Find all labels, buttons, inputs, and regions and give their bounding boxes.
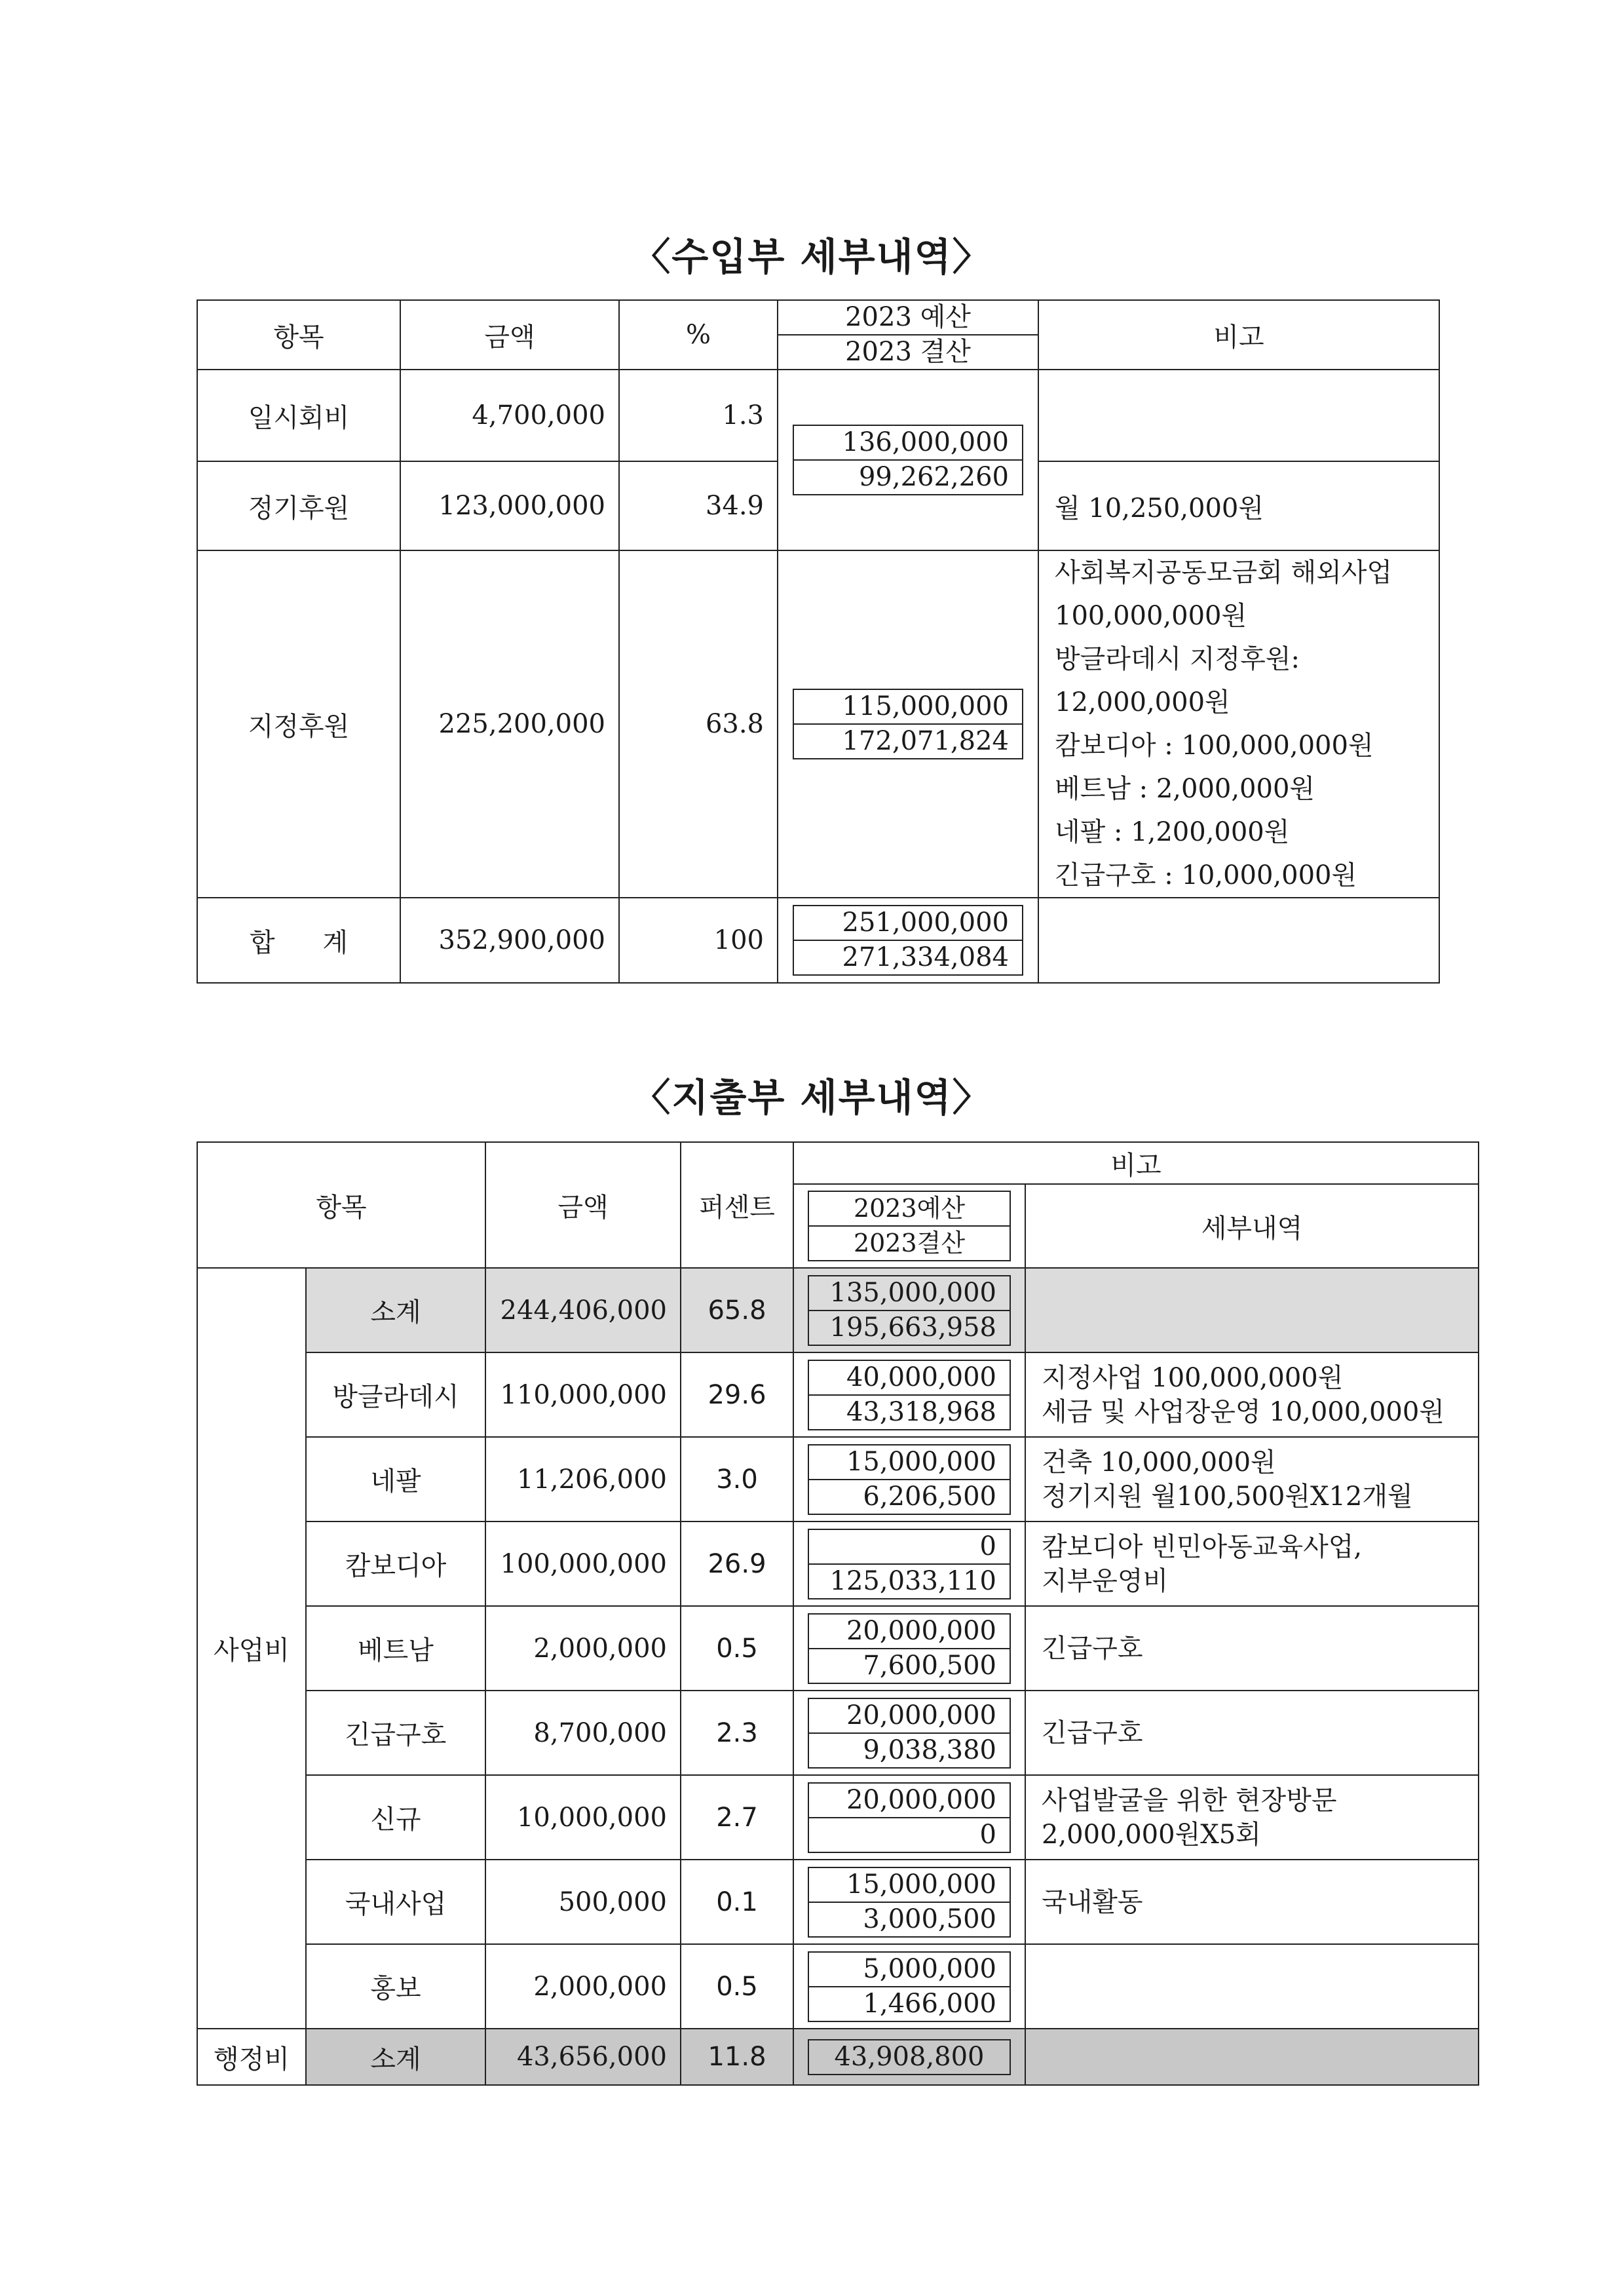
expense-row-amount: 244,406,000 — [485, 1268, 681, 1352]
income-row-note — [1038, 898, 1439, 983]
income-row-percent: 34.9 — [619, 461, 778, 550]
expense-box-budget: 5,000,000 — [863, 1953, 996, 1984]
expense-box — [808, 1444, 1011, 1515]
income-box-cell — [778, 370, 1038, 550]
expense-row-item: 홍보 — [306, 1944, 485, 2029]
expense-row-amount: 8,700,000 — [485, 1691, 681, 1775]
expense-box-cell — [793, 1606, 1025, 1691]
note-line: 100,000,000원 — [1055, 601, 1247, 631]
detail-line: 정기지원 월100,500원X12개월 — [1042, 1481, 1413, 1512]
expense-row-amount: 110,000,000 — [485, 1352, 681, 1437]
expense-row-percent: 29.6 — [681, 1352, 793, 1437]
income-row-item: 정기후원 — [197, 461, 400, 550]
expense-box-cell — [793, 1860, 1025, 1944]
expense-row-amount: 100,000,000 — [485, 1521, 681, 1606]
expense-header-detail: 세부내역 — [1025, 1184, 1479, 1268]
expense-box-cell — [793, 1268, 1025, 1352]
expense-row-amount: 500,000 — [485, 1860, 681, 1944]
expense-admin-settle: 43,908,800 — [834, 2041, 985, 2072]
expense-row-item: 네팔 — [306, 1437, 485, 1521]
income-box-cell — [778, 898, 1038, 983]
expense-box-cell — [793, 1437, 1025, 1521]
expense-row-item: 국내사업 — [306, 1860, 485, 1944]
expense-row-percent: 2.3 — [681, 1691, 793, 1775]
expense-box — [808, 1613, 1011, 1684]
expense-box-cell — [793, 1352, 1025, 1437]
income-row-percent: 100 — [619, 898, 778, 983]
income-box-settle: 172,071,824 — [794, 723, 1022, 758]
detail-line: 긴급구호 — [1042, 1633, 1143, 1664]
income-box-1 — [793, 425, 1023, 495]
expense-admin-percent: 11.8 — [681, 2029, 793, 2085]
expense-box-cell — [793, 1944, 1025, 2029]
expense-box — [808, 1275, 1011, 1346]
expense-row-detail — [1025, 1775, 1479, 1860]
group-business: 사업비 — [197, 1268, 306, 2029]
expense-box-settle: 9,038,380 — [809, 1732, 1010, 1767]
expense-header-amount: 금액 — [485, 1142, 681, 1268]
expense-box-budget: 0 — [979, 1531, 996, 1561]
expense-row-item: 캄보디아 — [306, 1521, 485, 1606]
expense-admin-box — [808, 2039, 1011, 2075]
expense-box-cell — [793, 2029, 1025, 2085]
expense-row-detail — [1025, 1268, 1479, 1352]
expense-box-budget: 15,000,000 — [846, 1869, 996, 1900]
expense-box-settle: 6,206,500 — [809, 1479, 1010, 1514]
expense-box-settle: 43,318,968 — [809, 1394, 1010, 1429]
expense-box-settle: 1,466,000 — [809, 1986, 1010, 2021]
income-box-cell — [778, 550, 1038, 898]
expense-admin-item: 소계 — [306, 2029, 485, 2085]
income-row-item: 일시회비 — [197, 370, 400, 461]
detail-line: 국내활동 — [1042, 1886, 1143, 1917]
expense-box-budget: 20,000,000 — [846, 1700, 996, 1731]
income-row-note: 월 10,250,000원 — [1038, 461, 1439, 550]
note-line: 네팔 : 1,200,000원 — [1055, 817, 1290, 847]
expense-box-budget: 15,000,000 — [846, 1446, 996, 1477]
income-header-item: 항목 — [197, 300, 400, 370]
expense-header-note: 비고 — [793, 1142, 1479, 1184]
detail-line: 캄보디아 빈민아동교육사업, — [1042, 1531, 1363, 1562]
expense-header-percent: 퍼센트 — [681, 1142, 793, 1268]
expense-box-budget: 20,000,000 — [846, 1615, 996, 1646]
expense-box-settle: 125,033,110 — [809, 1563, 1010, 1598]
expense-header-item: 항목 — [197, 1142, 485, 1268]
expense-title: 〈지출부 세부내역〉 — [632, 1075, 992, 1120]
expense-row-percent: 0.1 — [681, 1860, 793, 1944]
expense-box — [808, 1782, 1011, 1853]
expense-row-item: 방글라데시 — [306, 1352, 485, 1437]
expense-header-box — [808, 1191, 1011, 1261]
expense-row-detail — [1025, 1352, 1479, 1437]
expense-row-detail — [1025, 1944, 1479, 2029]
income-box-2 — [793, 689, 1023, 759]
note-line: 방글라데시 지정후원: — [1055, 644, 1300, 674]
expense-row-percent: 65.8 — [681, 1268, 793, 1352]
income-header-settle: 2023 결산 — [845, 337, 971, 367]
note-line: 캄보디아 : 100,000,000원 — [1055, 731, 1374, 761]
expense-box — [808, 1867, 1011, 1938]
expense-row-amount: 11,206,000 — [485, 1437, 681, 1521]
income-box-budget: 115,000,000 — [842, 691, 1009, 721]
detail-line: 세금 및 사업장운영 10,000,000원 — [1042, 1396, 1445, 1427]
income-row-notes — [1038, 550, 1439, 898]
expense-admin-amount: 43,656,000 — [485, 2029, 681, 2085]
expense-box — [808, 1951, 1011, 2022]
note-line: 12,000,000원 — [1055, 687, 1230, 718]
income-box-budget: 136,000,000 — [842, 427, 1009, 457]
expense-box-cell — [793, 1775, 1025, 1860]
detail-line: 2,000,000원X5회 — [1042, 1819, 1261, 1850]
income-box-settle: 271,334,084 — [794, 940, 1022, 974]
income-row-item: 지정후원 — [197, 550, 400, 898]
income-box-settle: 99,262,260 — [794, 459, 1022, 494]
income-row-amount: 352,900,000 — [400, 898, 619, 983]
expense-box-cell — [793, 1521, 1025, 1606]
expense-row-amount: 10,000,000 — [485, 1775, 681, 1860]
expense-box-settle: 7,600,500 — [809, 1648, 1010, 1683]
income-table — [197, 299, 1440, 984]
expense-admin-detail — [1025, 2029, 1479, 2085]
detail-line: 사업발굴을 위한 현장방문 — [1042, 1785, 1337, 1816]
detail-line: 긴급구호 — [1042, 1717, 1143, 1748]
income-header-percent: % — [619, 300, 778, 370]
expense-row-detail — [1025, 1437, 1479, 1521]
expense-row-detail — [1025, 1521, 1479, 1606]
income-header-budget: 2023 예산 — [778, 301, 1038, 335]
income-box-budget: 251,000,000 — [842, 908, 1009, 938]
expense-box-settle: 195,663,958 — [809, 1310, 1010, 1345]
expense-row-percent: 26.9 — [681, 1521, 793, 1606]
expense-box-settle: 3,000,500 — [809, 1902, 1010, 1936]
note-line: 사회복지공동모금회 해외사업 — [1055, 558, 1393, 588]
expense-header-budget-settle — [793, 1184, 1025, 1268]
income-header-budget-settle — [778, 300, 1038, 370]
expense-row-item: 소계 — [306, 1268, 485, 1352]
expense-box-budget: 40,000,000 — [846, 1362, 996, 1392]
expense-box — [808, 1698, 1011, 1769]
expense-row-detail — [1025, 1860, 1479, 1944]
income-row-percent: 1.3 — [619, 370, 778, 461]
expense-box-budget: 20,000,000 — [846, 1784, 996, 1815]
expense-row-item: 베트남 — [306, 1606, 485, 1691]
income-row-amount: 4,700,000 — [400, 370, 619, 461]
expense-row-percent: 0.5 — [681, 1944, 793, 2029]
expense-box-cell — [793, 1691, 1025, 1775]
detail-line: 지부운영비 — [1042, 1565, 1169, 1596]
expense-box-budget: 135,000,000 — [829, 1277, 996, 1308]
expense-header-budget: 2023예산 — [853, 1194, 966, 1223]
income-header-amount: 금액 — [400, 300, 619, 370]
expense-row-percent: 2.7 — [681, 1775, 793, 1860]
expense-row-percent: 3.0 — [681, 1437, 793, 1521]
detail-line: 지정사업 100,000,000원 — [1042, 1362, 1344, 1393]
expense-row-percent: 0.5 — [681, 1606, 793, 1691]
expense-row-amount: 2,000,000 — [485, 1944, 681, 2029]
group-admin: 행정비 — [197, 2029, 306, 2085]
expense-row-item: 신규 — [306, 1775, 485, 1860]
income-box-3 — [793, 905, 1023, 976]
expense-row-detail — [1025, 1691, 1479, 1775]
note-line: 긴급구호 : 10,000,000원 — [1055, 860, 1357, 890]
income-row-amount: 225,200,000 — [400, 550, 619, 898]
expense-row-amount: 2,000,000 — [485, 1606, 681, 1691]
expense-row-detail — [1025, 1606, 1479, 1691]
detail-line: 건축 10,000,000원 — [1042, 1447, 1276, 1478]
expense-box — [808, 1529, 1011, 1599]
income-row-note — [1038, 370, 1439, 461]
income-title: 〈수입부 세부내역〉 — [632, 235, 992, 279]
income-row-amount: 123,000,000 — [400, 461, 619, 550]
expense-row-item: 긴급구호 — [306, 1691, 485, 1775]
expense-box — [808, 1360, 1011, 1430]
expense-header-settle: 2023결산 — [809, 1225, 1010, 1260]
expense-box-settle: 0 — [809, 1817, 1010, 1852]
income-header-note: 비고 — [1038, 300, 1439, 370]
expense-table — [197, 1141, 1479, 2086]
note-line: 베트남 : 2,000,000원 — [1055, 774, 1315, 804]
income-row-item: 합 계 — [197, 898, 400, 983]
income-row-percent: 63.8 — [619, 550, 778, 898]
